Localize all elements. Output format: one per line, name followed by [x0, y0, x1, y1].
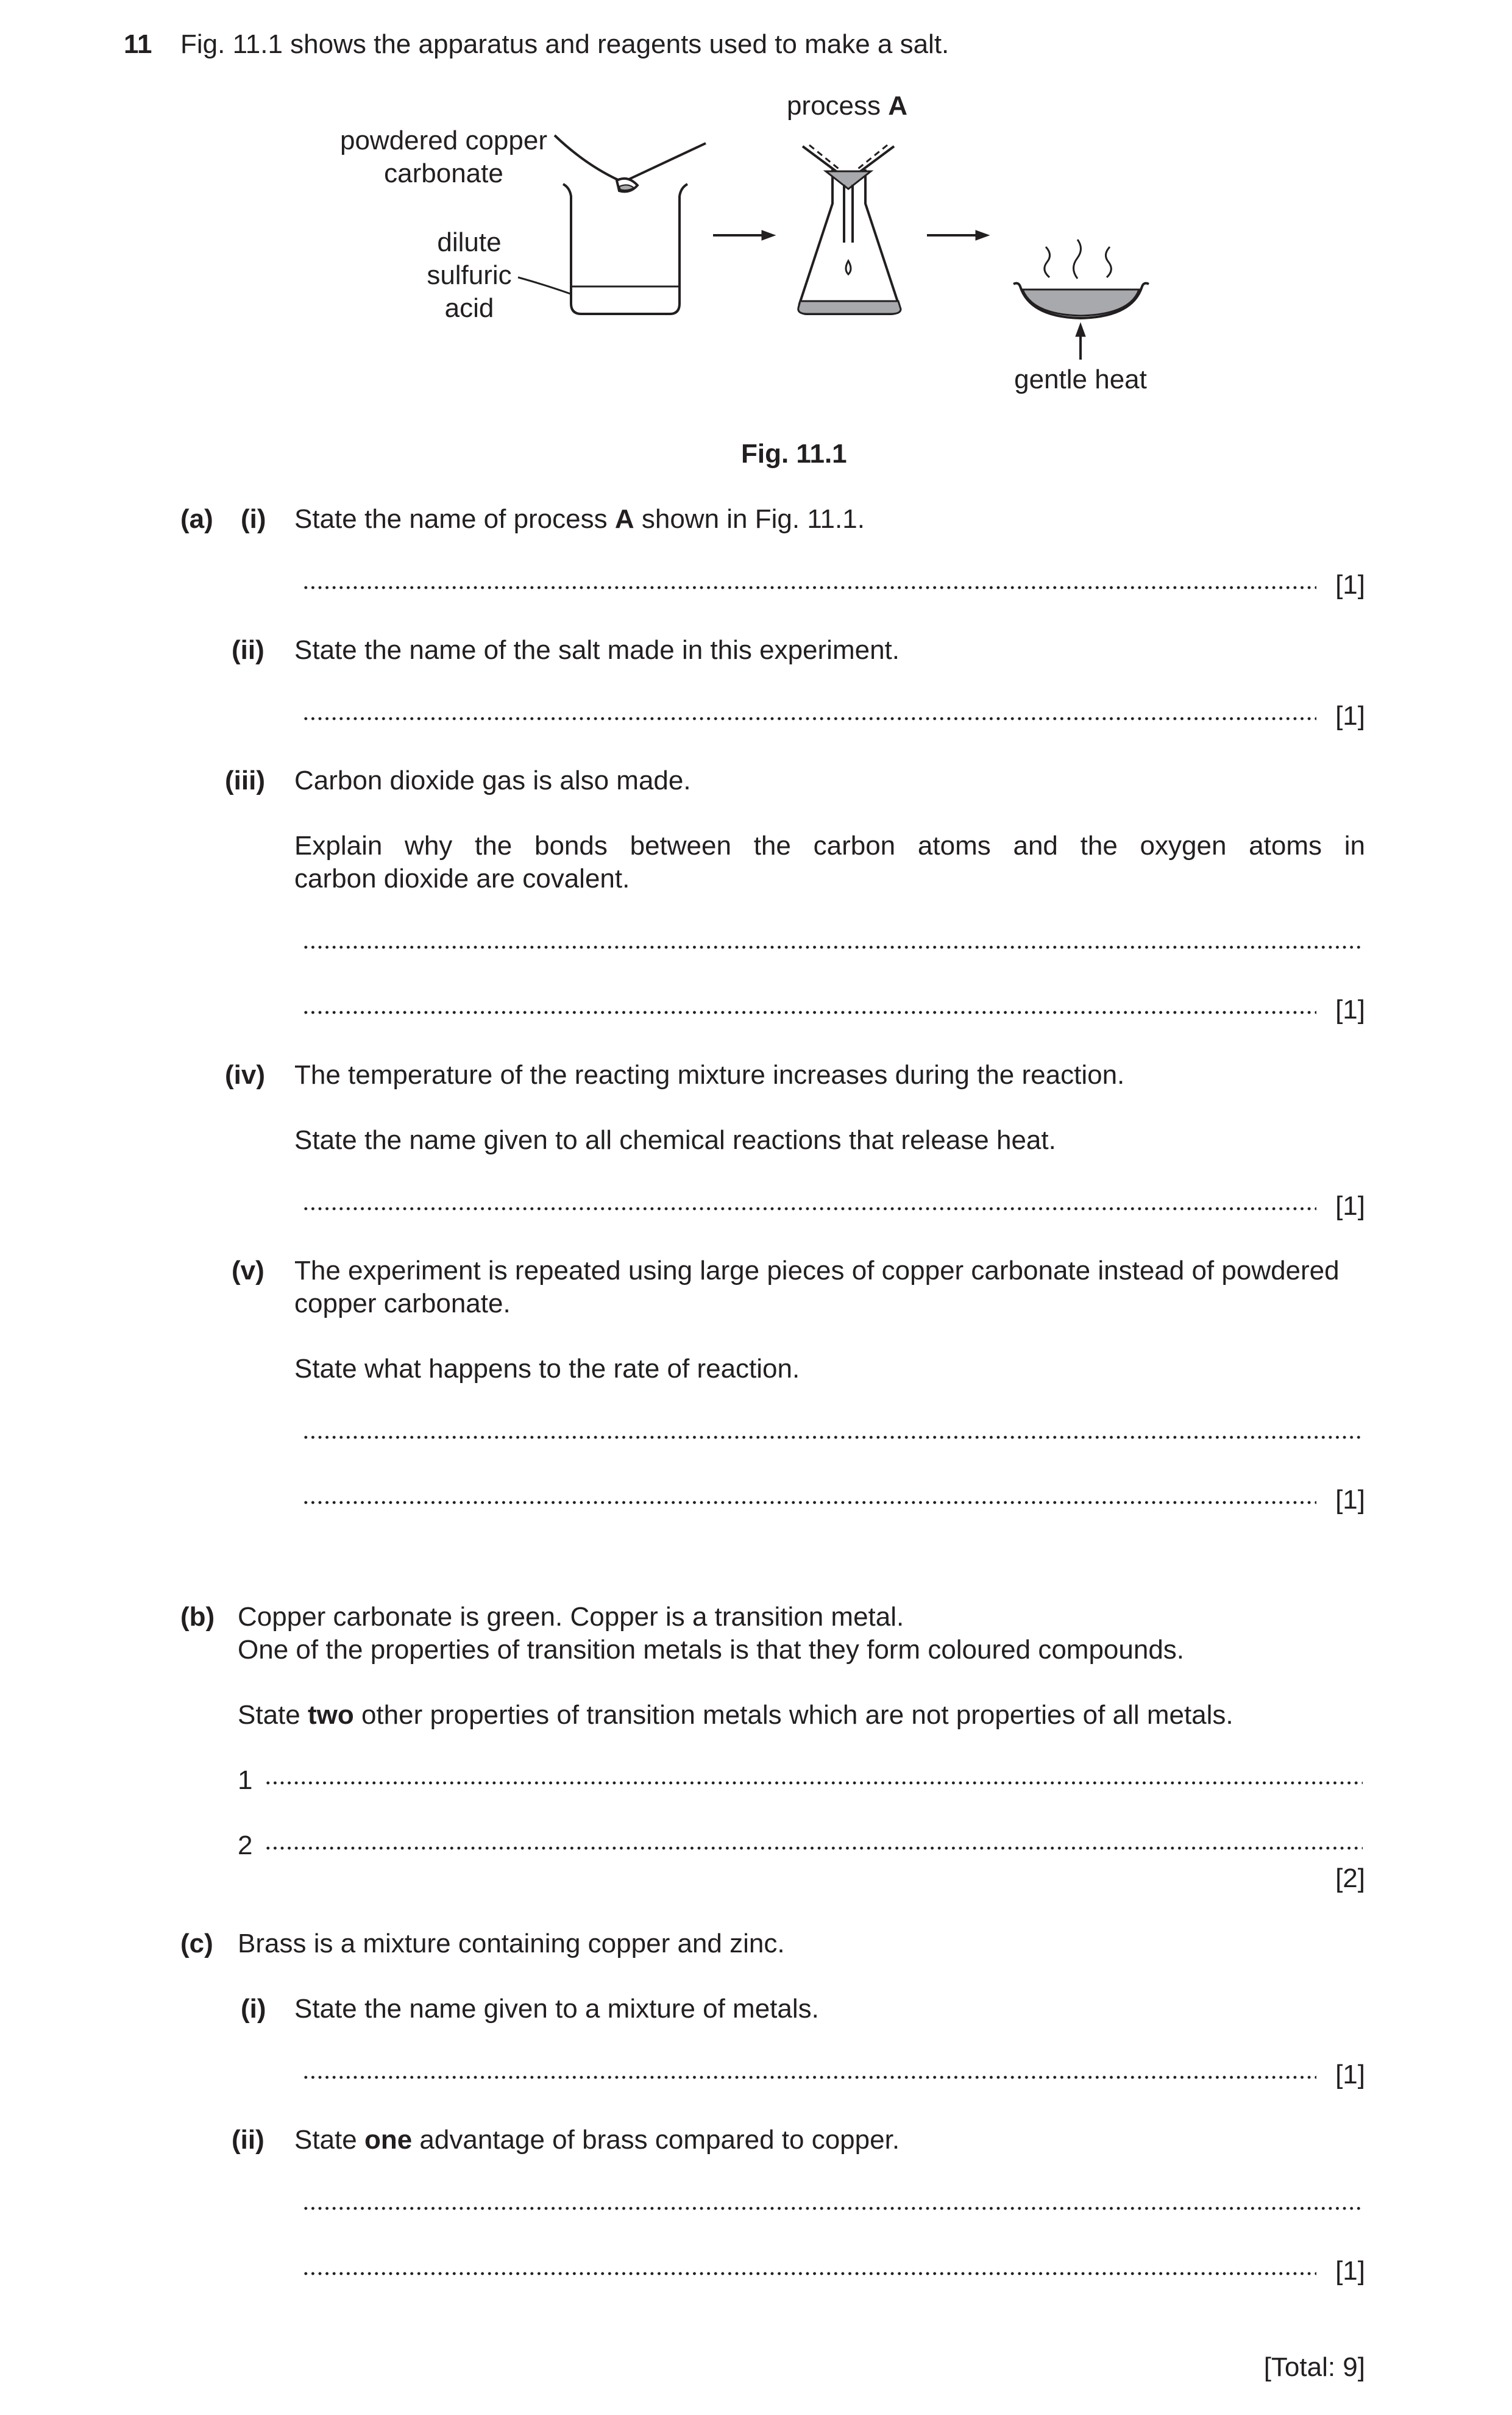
- total-marks: [Total: 9]: [1263, 2352, 1365, 2382]
- label-sulfuric: sulfuric: [427, 260, 512, 290]
- part-a-ii-question: State the name of the salt made in this experiment.: [294, 635, 900, 665]
- part-a-iv-label: (iv): [225, 1060, 265, 1090]
- answer-line-a-iv[interactable]: [302, 1206, 1316, 1212]
- apparatus-figure: [0, 0, 1512, 439]
- part-c-label: (c): [180, 1929, 213, 1958]
- part-a-iv-text2: State the name given to all chemical reactions that release heat.: [294, 1125, 1056, 1155]
- label-carbonate: carbonate: [384, 158, 503, 188]
- part-b-question: State two other properties of transition metals which are not properties of all metals.: [238, 1700, 1233, 1730]
- part-c-text: Brass is a mixture containing copper and zinc.: [238, 1929, 785, 1958]
- answer-line-a-ii[interactable]: [302, 716, 1316, 722]
- answer-line-c-ii-2[interactable]: [302, 2271, 1316, 2277]
- mark-a-ii: [1]: [1335, 701, 1365, 731]
- answer-line-c-ii-1[interactable]: [302, 2205, 1363, 2211]
- part-a-iii-text1: Carbon dioxide gas is also made.: [294, 766, 691, 795]
- figure-caption: Fig. 11.1: [741, 439, 847, 469]
- part-a-v-text1-line2: copper carbonate.: [294, 1289, 511, 1318]
- part-b-number-2: 2: [238, 1830, 253, 1860]
- arrow-icon: [927, 230, 989, 240]
- label-gentle-heat: gentle heat: [1014, 365, 1147, 394]
- mark-a-iv: [1]: [1335, 1191, 1365, 1221]
- part-b-number-1: 1: [238, 1765, 253, 1795]
- part-a-v-label: (v): [232, 1256, 264, 1286]
- arrow-icon: [713, 230, 775, 240]
- mark-b: [2]: [1335, 1863, 1365, 1893]
- part-a-i-question: State the name of process A shown in Fig. 11.1.: [294, 504, 865, 534]
- label-dilute: dilute: [437, 227, 502, 257]
- answer-line-c-i[interactable]: [302, 2074, 1316, 2080]
- part-b-line1: Copper carbonate is green. Copper is a transition metal.: [238, 1602, 904, 1632]
- question-number: 11: [124, 29, 152, 59]
- mark-a-v: [1]: [1335, 1485, 1365, 1515]
- answer-line-b-1[interactable]: [264, 1780, 1363, 1786]
- part-a-iii-text2-line1: Explain why the bonds between the carbon atoms and the oxygen atoms in: [294, 831, 1365, 861]
- answer-line-a-v-2[interactable]: [302, 1499, 1316, 1506]
- part-c-i-question: State the name given to a mixture of metals.: [294, 1994, 819, 2024]
- label-powdered-copper: powdered copper: [339, 126, 548, 155]
- part-b-label: (b): [180, 1602, 215, 1632]
- mark-a-iii: [1]: [1335, 995, 1365, 1025]
- part-c-ii-label: (ii): [232, 2125, 264, 2155]
- mark-a-i: [1]: [1335, 570, 1365, 600]
- part-a-iii-text2-line2: carbon dioxide are covalent.: [294, 864, 630, 894]
- answer-line-a-v-1[interactable]: [302, 1434, 1363, 1440]
- part-b-line2: One of the properties of transition metals is that they form coloured compounds.: [238, 1635, 1185, 1665]
- steam-icon: [1045, 240, 1112, 279]
- question-intro: Fig. 11.1 shows the apparatus and reagents used to make a salt.: [180, 29, 949, 59]
- part-c-i-label: (i): [241, 1994, 266, 2024]
- mark-c-ii: [1]: [1335, 2256, 1365, 2286]
- part-a-v-text2: State what happens to the rate of reaction.: [294, 1354, 800, 1384]
- part-a-label: (a): [180, 504, 213, 534]
- label-process-a: process A: [786, 91, 908, 121]
- answer-line-a-iii-2[interactable]: [302, 1009, 1316, 1015]
- evaporating-basin-icon: [1013, 283, 1149, 360]
- label-acid: acid: [444, 293, 494, 323]
- filtration-flask-icon: [798, 145, 901, 314]
- part-a-iv-text1: The temperature of the reacting mixture increases during the reaction.: [294, 1060, 1125, 1090]
- part-c-ii-question: State one advantage of brass compared to copper.: [294, 2125, 900, 2155]
- part-a-iii-label: (iii): [225, 766, 265, 795]
- mark-c-i: [1]: [1335, 2060, 1365, 2090]
- answer-line-b-2[interactable]: [264, 1845, 1363, 1851]
- part-a-ii-label: (ii): [232, 635, 264, 665]
- part-a-i-label: (i): [241, 504, 266, 534]
- beaker-icon: [518, 184, 687, 314]
- answer-line-a-iii-1[interactable]: [302, 944, 1363, 950]
- answer-line-a-i[interactable]: [302, 585, 1316, 591]
- part-a-v-text1-line1: The experiment is repeated using large pieces of copper carbonate instead of powdered: [294, 1256, 1340, 1286]
- spatula-icon: [555, 135, 706, 191]
